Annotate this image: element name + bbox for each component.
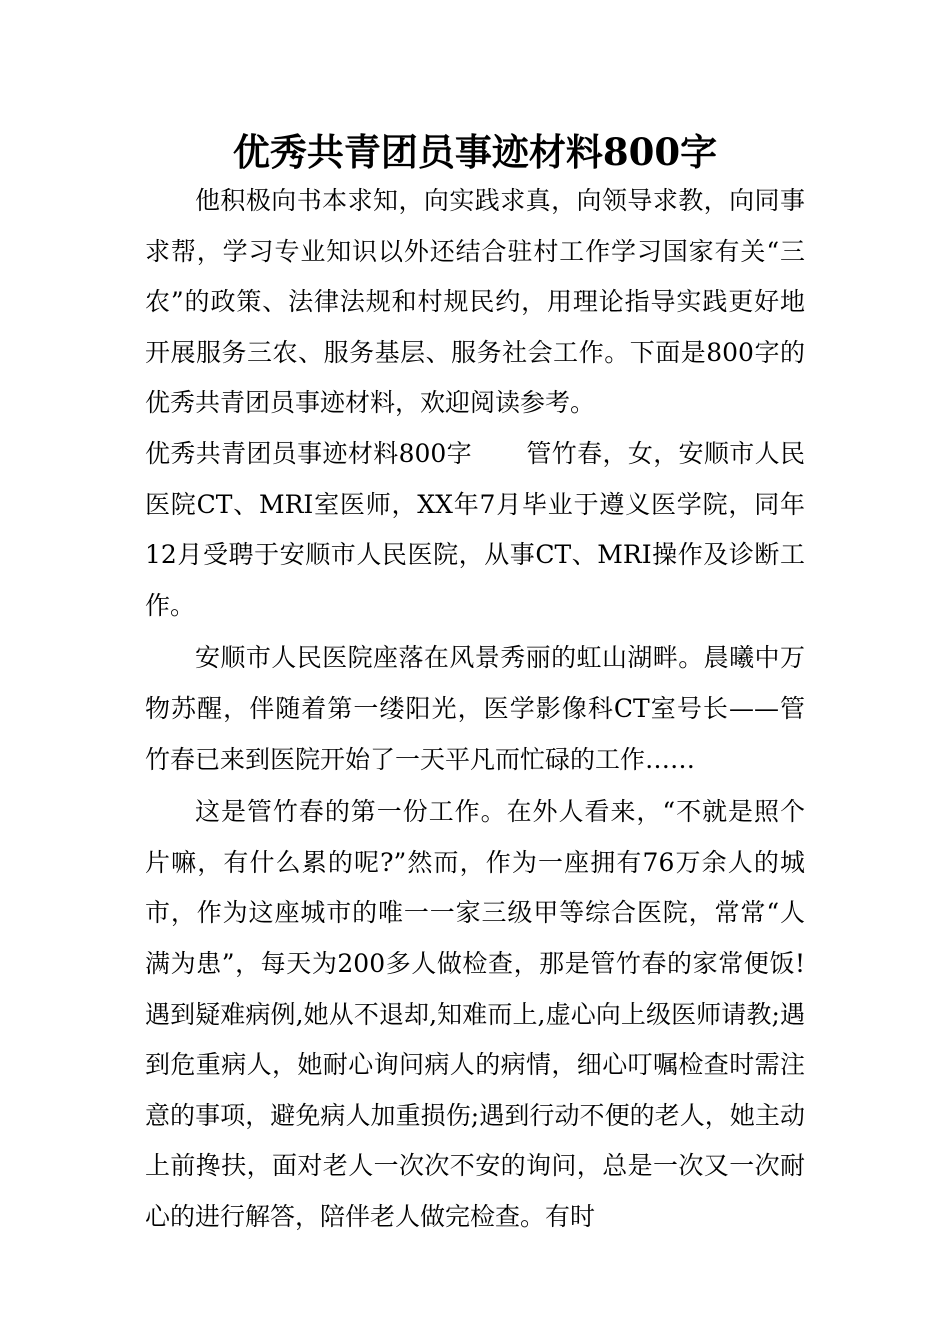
section-heading: 优秀共青团员事迹材料800字: [145, 438, 473, 468]
document-body: [145, 176, 805, 1242]
body-paragraph-3: 这是管竹春的第一份工作。在外人看来，“不就是照个片嘛，有什么累的呢?”然而，作为一座拥有76万余人的城市，作为这座城市的唯一一家三级甲等综合医院，常常“人满为患”，每天为200多人做检查，那是管竹春的家常便饭!遇到疑难病例,她从不退却,知难而上,虚心向上级医师请教;遇到危重病人，她耐心询问病人的病情，细心叮嘱检查时需注意的事项，避免病人加重损伤;遇到行动不便的老人，她主动上前搀扶，面对老人一次次不安的询问，总是一次又一次耐心的进行解答，陪伴老人做完检查。有时: [145, 797, 805, 1231]
section-lead-text: 管竹春，女，安顺市人民医院CT、MRI室医师，XX年7月毕业于遵义医学院，同年12月受聘于安顺市人民医院，从事CT、MRI操作及诊断工作。: [145, 438, 805, 620]
intro-paragraph: 他积极向书本求知，向实践求真，向领导求教，向同事求帮，学习专业知识以外还结合驻村工作学习国家有关“三农”的政策、法律法规和村规民约，用理论指导实践更好地开展服务三农、服务基层、服务社会工作。下面是800字的优秀共青团员事迹材料，欢迎阅读参考。: [145, 186, 805, 418]
section-paragraph: [145, 429, 805, 631]
document-title: 优秀共青团员事迹材料800字: [232, 130, 718, 174]
body-paragraph-2: 安顺市人民医院座落在风景秀丽的虹山湖畔。晨曦中万物苏醒，伴随着第一缕阳光，医学影像科CT室号长——管竹春已来到医院开始了一天平凡而忙碌的工作……: [145, 643, 805, 774]
